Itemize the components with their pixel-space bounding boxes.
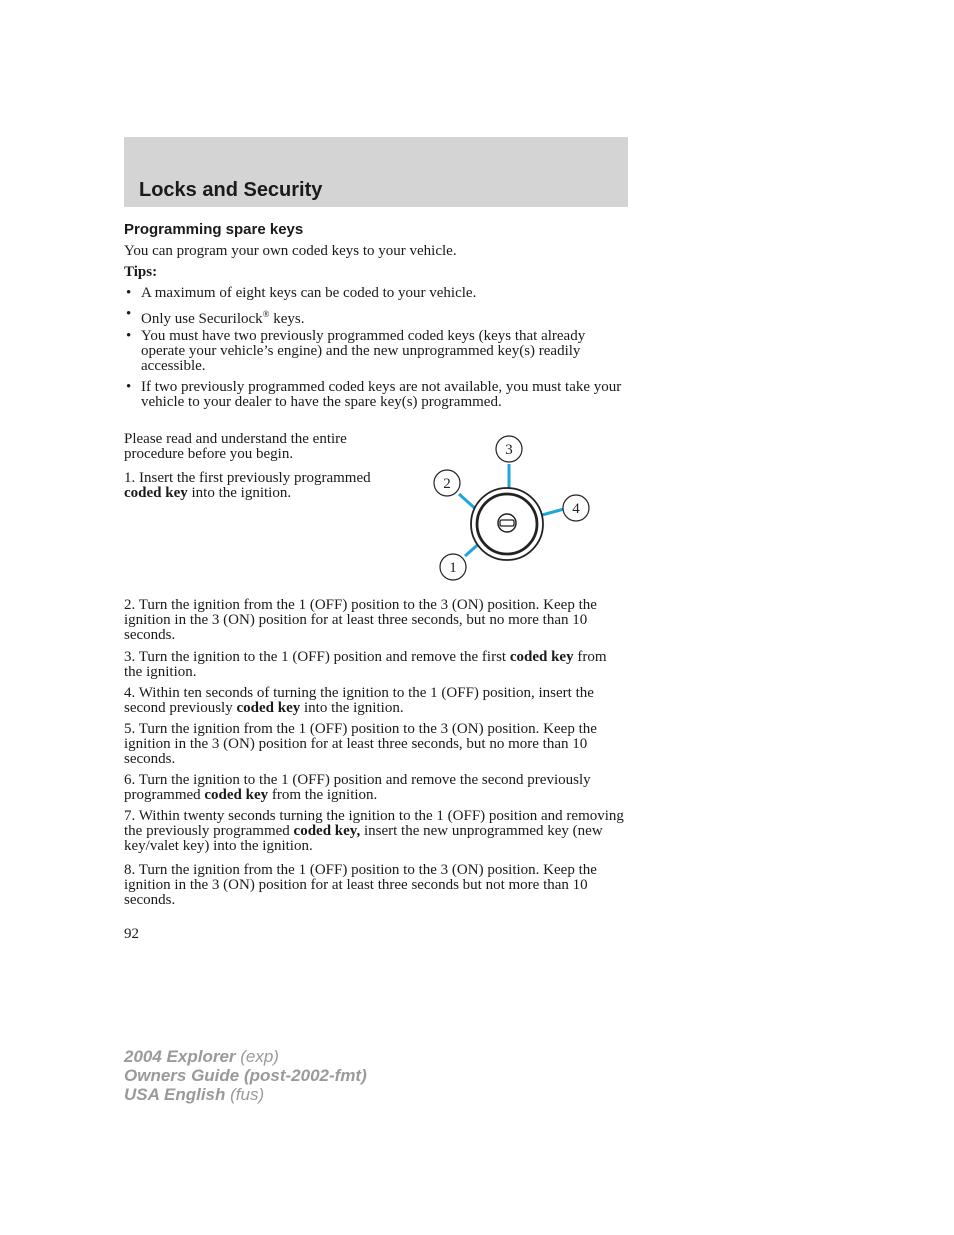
- svg-text:3: 3: [505, 442, 513, 458]
- tip-item: [124, 307, 624, 327]
- position-label-1: [440, 554, 466, 580]
- step-6: 6. Turn the ignition to the 1 (OFF) position and remove the second previously programmed coded key from the ignition.: [124, 772, 591, 803]
- registered-mark: ®: [262, 309, 270, 319]
- read-note: Please read and understand the entire procedure before you begin.: [124, 431, 347, 462]
- page-number: 92: [124, 926, 139, 942]
- ignition-positions-diagram: [424, 432, 604, 592]
- position-label-4: [563, 495, 589, 521]
- step-3: 3. Turn the ignition to the 1 (OFF) position and remove the first coded key from the ignition.: [124, 649, 607, 680]
- position-label-3: [496, 436, 522, 462]
- callout-line-4: [542, 509, 564, 515]
- tip-item: • A maximum of eight keys can be coded to your vehicle.: [124, 286, 624, 301]
- step-8: 8. Turn the ignition from the 1 (OFF) position to the 3 (ON) position. Keep the ignition in the 3 (ON) position for at least three seconds but not more than 10 seconds.: [124, 862, 597, 908]
- footer-line-2: Owners Guide (post-2002-fmt): [124, 1066, 367, 1085]
- tip-text: Only use Securilock: [141, 311, 263, 327]
- svg-text:2: 2: [443, 476, 451, 492]
- step-1: 1. Insert the first previously programmed coded key into the ignition.: [124, 470, 371, 501]
- subheading: Programming spare keys: [124, 221, 304, 238]
- tip-item: • You must have two previously programmed coded keys (keys that already operate your vehicle’s engine) and the new unprogrammed key(s) readily accessible.: [124, 329, 624, 374]
- section-header-band: [124, 137, 628, 207]
- step-4: 4. Within ten seconds of turning the ignition to the 1 (OFF) position, insert the second previously coded key into the ignition.: [124, 685, 594, 716]
- svg-text:1: 1: [449, 560, 457, 576]
- step-2: 2. Turn the ignition from the 1 (OFF) position to the 3 (ON) position. Keep the ignition in the 3 (ON) position for at least three seconds, but no more than 10 seconds.: [124, 597, 597, 643]
- ignition-cylinder-icon: [471, 488, 543, 560]
- tips-label: Tips:: [124, 264, 158, 280]
- section-title: Locks and Security: [139, 179, 323, 201]
- step-7: 7. Within twenty seconds turning the ignition to the 1 (OFF) position and removing the previously programmed coded key, insert the new unprogrammed key (new key/valet key) into the ignition.: [124, 808, 624, 854]
- tip-item: • If two previously programmed coded keys are not available, you must take your vehicle to your dealer to have the spare key(s) programmed.: [124, 380, 624, 410]
- footer-line-3: USA English (fus): [124, 1085, 265, 1104]
- document-footer: [124, 1047, 367, 1104]
- svg-text:4: 4: [572, 501, 580, 517]
- footer-line-1: 2004 Explorer (exp): [124, 1047, 279, 1066]
- position-label-2: [434, 470, 460, 496]
- intro-text: You can program your own coded keys to your vehicle.: [124, 243, 457, 259]
- tip-text: keys.: [269, 311, 305, 327]
- step-5: 5. Turn the ignition from the 1 (OFF) position to the 3 (ON) position. Keep the ignition in the 3 (ON) position for at least three seconds, but no more than 10 seconds.: [124, 721, 597, 767]
